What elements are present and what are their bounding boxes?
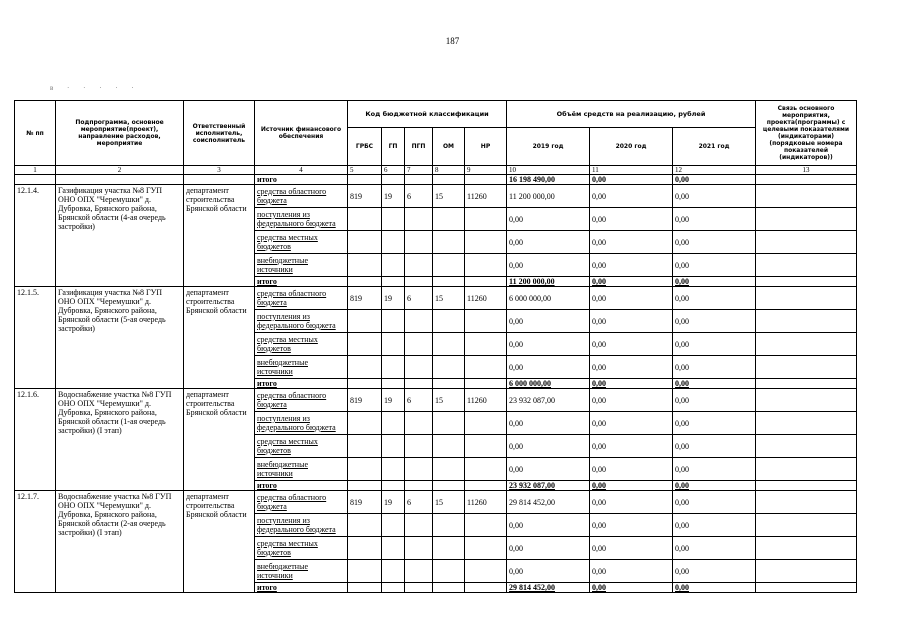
code-grbs — [348, 208, 382, 231]
code-om: 15 — [433, 389, 465, 412]
code-gp — [382, 254, 405, 277]
col-number: 8 — [433, 166, 465, 175]
code-pgp — [405, 310, 433, 333]
project-number: 12.1.6. — [15, 389, 56, 491]
header-np: НР — [465, 128, 507, 166]
col-number: 5 — [348, 166, 382, 175]
code-np — [465, 208, 507, 231]
total-2021: 0,00 — [673, 379, 756, 389]
code-pgp: 6 — [405, 389, 433, 412]
code-gp: 19 — [382, 389, 405, 412]
total-label: итого — [255, 583, 348, 593]
funding-source: средства областного бюджета — [255, 185, 348, 208]
code-np: 11260 — [465, 185, 507, 208]
amount-2020: 0,00 — [590, 287, 673, 310]
amount-2020: 0,00 — [590, 185, 673, 208]
amount-2020: 0,00 — [590, 333, 673, 356]
code-grbs: 819 — [348, 389, 382, 412]
amount-2019: 0,00 — [507, 537, 590, 560]
col-number: 12 — [673, 166, 756, 175]
code-pgp — [405, 435, 433, 458]
amount-2021: 0,00 — [673, 514, 756, 537]
indicator-link — [756, 537, 857, 560]
col-number: 7 — [405, 166, 433, 175]
code-gp — [382, 435, 405, 458]
header-2021: 2021 год — [673, 128, 756, 166]
indicator-link — [756, 356, 857, 379]
funding-source: средства местных бюджетов — [255, 333, 348, 356]
scan-marks: в · · · · · — [50, 84, 140, 92]
amount-2021: 0,00 — [673, 208, 756, 231]
total-2019: 23 932 087,00 — [507, 481, 590, 491]
amount-2021: 0,00 — [673, 560, 756, 583]
amount-2020: 0,00 — [590, 208, 673, 231]
code-gp — [382, 208, 405, 231]
budget-table — [14, 100, 857, 593]
amount-2019: 11 200 000,00 — [507, 185, 590, 208]
code-grbs — [348, 254, 382, 277]
project-title: Водоснабжение участка №8 ГУП ОНО ОПХ "Черемушки" д. Дубровка, Брянского района, Брянской области (1-ая очередь застройки) (I этап) — [56, 389, 184, 491]
header-responsible: Ответственный исполнитель, соисполнитель — [184, 101, 255, 166]
amount-2019: 6 000 000,00 — [507, 287, 590, 310]
col-number: 9 — [465, 166, 507, 175]
total-2021: 0,00 — [673, 583, 756, 593]
code-om — [433, 560, 465, 583]
code-om — [433, 208, 465, 231]
funding-source: средства областного бюджета — [255, 491, 348, 514]
code-grbs: 819 — [348, 491, 382, 514]
amount-2019: 0,00 — [507, 560, 590, 583]
project-responsible: департамент строительства Брянской области — [184, 389, 255, 491]
code-grbs — [348, 231, 382, 254]
total-2019: 16 198 490,00 — [507, 175, 590, 185]
code-om — [433, 231, 465, 254]
code-pgp: 6 — [405, 491, 433, 514]
code-np — [465, 412, 507, 435]
amount-2021: 0,00 — [673, 537, 756, 560]
code-pgp — [405, 231, 433, 254]
amount-2019: 29 814 452,00 — [507, 491, 590, 514]
total-2021: 0,00 — [673, 481, 756, 491]
header-source: Источник финансового обеспечения — [255, 101, 348, 166]
code-om — [433, 412, 465, 435]
project-number: 12.1.4. — [15, 185, 56, 287]
total-label: итого — [255, 277, 348, 287]
code-om — [433, 537, 465, 560]
funding-source: поступления из федерального бюджета — [255, 412, 348, 435]
code-grbs: 819 — [348, 185, 382, 208]
code-np — [465, 231, 507, 254]
header-om: ОМ — [433, 128, 465, 166]
amount-2021: 0,00 — [673, 491, 756, 514]
code-grbs — [348, 412, 382, 435]
code-pgp: 6 — [405, 287, 433, 310]
code-pgp — [405, 254, 433, 277]
total-label: итого — [255, 481, 348, 491]
code-om: 15 — [433, 185, 465, 208]
code-np: 11260 — [465, 491, 507, 514]
code-gp — [382, 560, 405, 583]
page-number: 187 — [445, 36, 460, 46]
code-grbs — [348, 458, 382, 481]
amount-2019: 0,00 — [507, 412, 590, 435]
column-numbers-row — [15, 166, 857, 175]
amount-2020: 0,00 — [590, 435, 673, 458]
amount-2019: 0,00 — [507, 435, 590, 458]
amount-2020: 0,00 — [590, 231, 673, 254]
amount-2019: 0,00 — [507, 333, 590, 356]
amount-2019: 0,00 — [507, 231, 590, 254]
indicator-link — [756, 185, 857, 208]
table-row — [15, 185, 857, 208]
header-gp: ГП — [382, 128, 405, 166]
amount-2019: 0,00 — [507, 254, 590, 277]
code-grbs — [348, 310, 382, 333]
code-om — [433, 435, 465, 458]
col-number: 4 — [255, 166, 348, 175]
code-om — [433, 356, 465, 379]
project-title: Газификация участка №8 ГУП ОНО ОПХ "Черемушки" д. Дубровка, Брянского района, Брянской области (4-ая очередь застройки) — [56, 185, 184, 287]
code-gp: 19 — [382, 185, 405, 208]
code-np — [465, 514, 507, 537]
header-num: № пп — [15, 101, 56, 166]
code-om — [433, 514, 465, 537]
amount-2019: 0,00 — [507, 458, 590, 481]
indicator-link — [756, 333, 857, 356]
funding-source: внебюджетные источники — [255, 254, 348, 277]
amount-2019: 0,00 — [507, 514, 590, 537]
funding-source: поступления из федерального бюджета — [255, 208, 348, 231]
amount-2021: 0,00 — [673, 389, 756, 412]
indicator-link — [756, 310, 857, 333]
header-pgp: ПГП — [405, 128, 433, 166]
total-2019: 6 000 000,00 — [507, 379, 590, 389]
total-2020: 0,00 — [590, 175, 673, 185]
col-number: 6 — [382, 166, 405, 175]
code-np — [465, 356, 507, 379]
code-gp — [382, 231, 405, 254]
code-np — [465, 537, 507, 560]
table-row — [15, 287, 857, 310]
project-responsible: департамент строительства Брянской области — [184, 185, 255, 287]
code-np: 11260 — [465, 287, 507, 310]
code-pgp — [405, 458, 433, 481]
indicator-link — [756, 514, 857, 537]
code-gp — [382, 458, 405, 481]
indicator-link — [756, 491, 857, 514]
col-number: 2 — [56, 166, 184, 175]
amount-2020: 0,00 — [590, 356, 673, 379]
header-code-group: Код бюджетной классификации — [348, 101, 507, 128]
code-om — [433, 333, 465, 356]
code-grbs — [348, 537, 382, 560]
code-pgp — [405, 514, 433, 537]
funding-source: поступления из федерального бюджета — [255, 310, 348, 333]
amount-2020: 0,00 — [590, 491, 673, 514]
code-np — [465, 458, 507, 481]
amount-2020: 0,00 — [590, 514, 673, 537]
code-pgp — [405, 560, 433, 583]
total-2020: 0,00 — [590, 379, 673, 389]
total-2021: 0,00 — [673, 277, 756, 287]
funding-source: средства местных бюджетов — [255, 537, 348, 560]
amount-2019: 23 932 087,00 — [507, 389, 590, 412]
code-gp — [382, 412, 405, 435]
code-np — [465, 254, 507, 277]
amount-2019: 0,00 — [507, 310, 590, 333]
funding-source: внебюджетные источники — [255, 560, 348, 583]
total-2020: 0,00 — [590, 277, 673, 287]
total-label: итого — [255, 379, 348, 389]
amount-2021: 0,00 — [673, 458, 756, 481]
indicator-link — [756, 412, 857, 435]
amount-2021: 0,00 — [673, 435, 756, 458]
code-gp — [382, 310, 405, 333]
project-title: Газификация участка №8 ГУП ОНО ОПХ "Черемушки" д. Дубровка, Брянского района, Брянской области (5-ая очередь застройки) — [56, 287, 184, 389]
code-np — [465, 310, 507, 333]
code-pgp — [405, 208, 433, 231]
code-grbs — [348, 560, 382, 583]
header-volume-group: Объём средств на реализацию, рублей — [507, 101, 756, 128]
indicator-link — [756, 389, 857, 412]
code-gp — [382, 356, 405, 379]
code-np — [465, 560, 507, 583]
funding-source: средства областного бюджета — [255, 389, 348, 412]
code-om — [433, 310, 465, 333]
total-2019: 29 814 452,00 — [507, 583, 590, 593]
amount-2021: 0,00 — [673, 356, 756, 379]
amount-2020: 0,00 — [590, 537, 673, 560]
indicator-link — [756, 435, 857, 458]
code-grbs — [348, 514, 382, 537]
code-pgp: 6 — [405, 185, 433, 208]
amount-2021: 0,00 — [673, 310, 756, 333]
funding-source: поступления из федерального бюджета — [255, 514, 348, 537]
table-body — [15, 166, 857, 593]
col-number: 11 — [590, 166, 673, 175]
indicator-link — [756, 458, 857, 481]
code-grbs — [348, 435, 382, 458]
project-responsible: департамент строительства Брянской области — [184, 287, 255, 389]
code-gp: 19 — [382, 287, 405, 310]
funding-source: средства местных бюджетов — [255, 435, 348, 458]
project-responsible: департамент строительства Брянской области — [184, 491, 255, 593]
code-om — [433, 458, 465, 481]
col-number: 10 — [507, 166, 590, 175]
total-2020: 0,00 — [590, 583, 673, 593]
total-2020: 0,00 — [590, 481, 673, 491]
amount-2020: 0,00 — [590, 310, 673, 333]
header-grbs: ГРБС — [348, 128, 382, 166]
indicator-link — [756, 254, 857, 277]
code-gp — [382, 537, 405, 560]
funding-source: средства местных бюджетов — [255, 231, 348, 254]
amount-2021: 0,00 — [673, 185, 756, 208]
amount-2020: 0,00 — [590, 254, 673, 277]
amount-2020: 0,00 — [590, 560, 673, 583]
code-grbs — [348, 356, 382, 379]
header-subprogram: Подпрограмма, основное мероприятие(проект), направление расходов, мероприятие — [56, 101, 184, 166]
col-number: 1 — [15, 166, 56, 175]
project-number: 12.1.5. — [15, 287, 56, 389]
code-om: 15 — [433, 287, 465, 310]
funding-source: внебюджетные источники — [255, 356, 348, 379]
header-link: Связь основного мероприятия, проекта(программы) с целевыми показателями (индикаторами) (порядковые номера показателей (индикаторов)) — [756, 101, 857, 166]
header-2019: 2019 год — [507, 128, 590, 166]
funding-source: внебюджетные источники — [255, 458, 348, 481]
code-gp — [382, 514, 405, 537]
code-gp: 19 — [382, 491, 405, 514]
code-om: 15 — [433, 491, 465, 514]
project-number: 12.1.7. — [15, 491, 56, 593]
header-2020: 2020 год — [590, 128, 673, 166]
code-np — [465, 333, 507, 356]
amount-2020: 0,00 — [590, 412, 673, 435]
col-number: 3 — [184, 166, 255, 175]
total-2019: 11 200 000,00 — [507, 277, 590, 287]
project-title: Водоснабжение участка №8 ГУП ОНО ОПХ "Черемушки" д. Дубровка, Брянского района, Брянской области (2-ая очередь застройки) (I этап) — [56, 491, 184, 593]
code-om — [433, 254, 465, 277]
code-pgp — [405, 356, 433, 379]
code-pgp — [405, 537, 433, 560]
code-grbs: 819 — [348, 287, 382, 310]
indicator-link — [756, 287, 857, 310]
amount-2020: 0,00 — [590, 458, 673, 481]
indicator-link — [756, 560, 857, 583]
funding-source: средства областного бюджета — [255, 287, 348, 310]
prev-total-row — [15, 175, 857, 185]
amount-2020: 0,00 — [590, 389, 673, 412]
amount-2019: 0,00 — [507, 356, 590, 379]
amount-2019: 0,00 — [507, 208, 590, 231]
amount-2021: 0,00 — [673, 412, 756, 435]
amount-2021: 0,00 — [673, 287, 756, 310]
code-np — [465, 435, 507, 458]
amount-2021: 0,00 — [673, 333, 756, 356]
indicator-link — [756, 208, 857, 231]
code-gp — [382, 333, 405, 356]
total-2021: 0,00 — [673, 175, 756, 185]
code-pgp — [405, 333, 433, 356]
code-pgp — [405, 412, 433, 435]
table-row — [15, 491, 857, 514]
code-np: 11260 — [465, 389, 507, 412]
amount-2021: 0,00 — [673, 254, 756, 277]
table-row — [15, 389, 857, 412]
amount-2021: 0,00 — [673, 231, 756, 254]
code-grbs — [348, 333, 382, 356]
total-label: итого — [255, 175, 348, 185]
col-number: 13 — [756, 166, 857, 175]
indicator-link — [756, 231, 857, 254]
